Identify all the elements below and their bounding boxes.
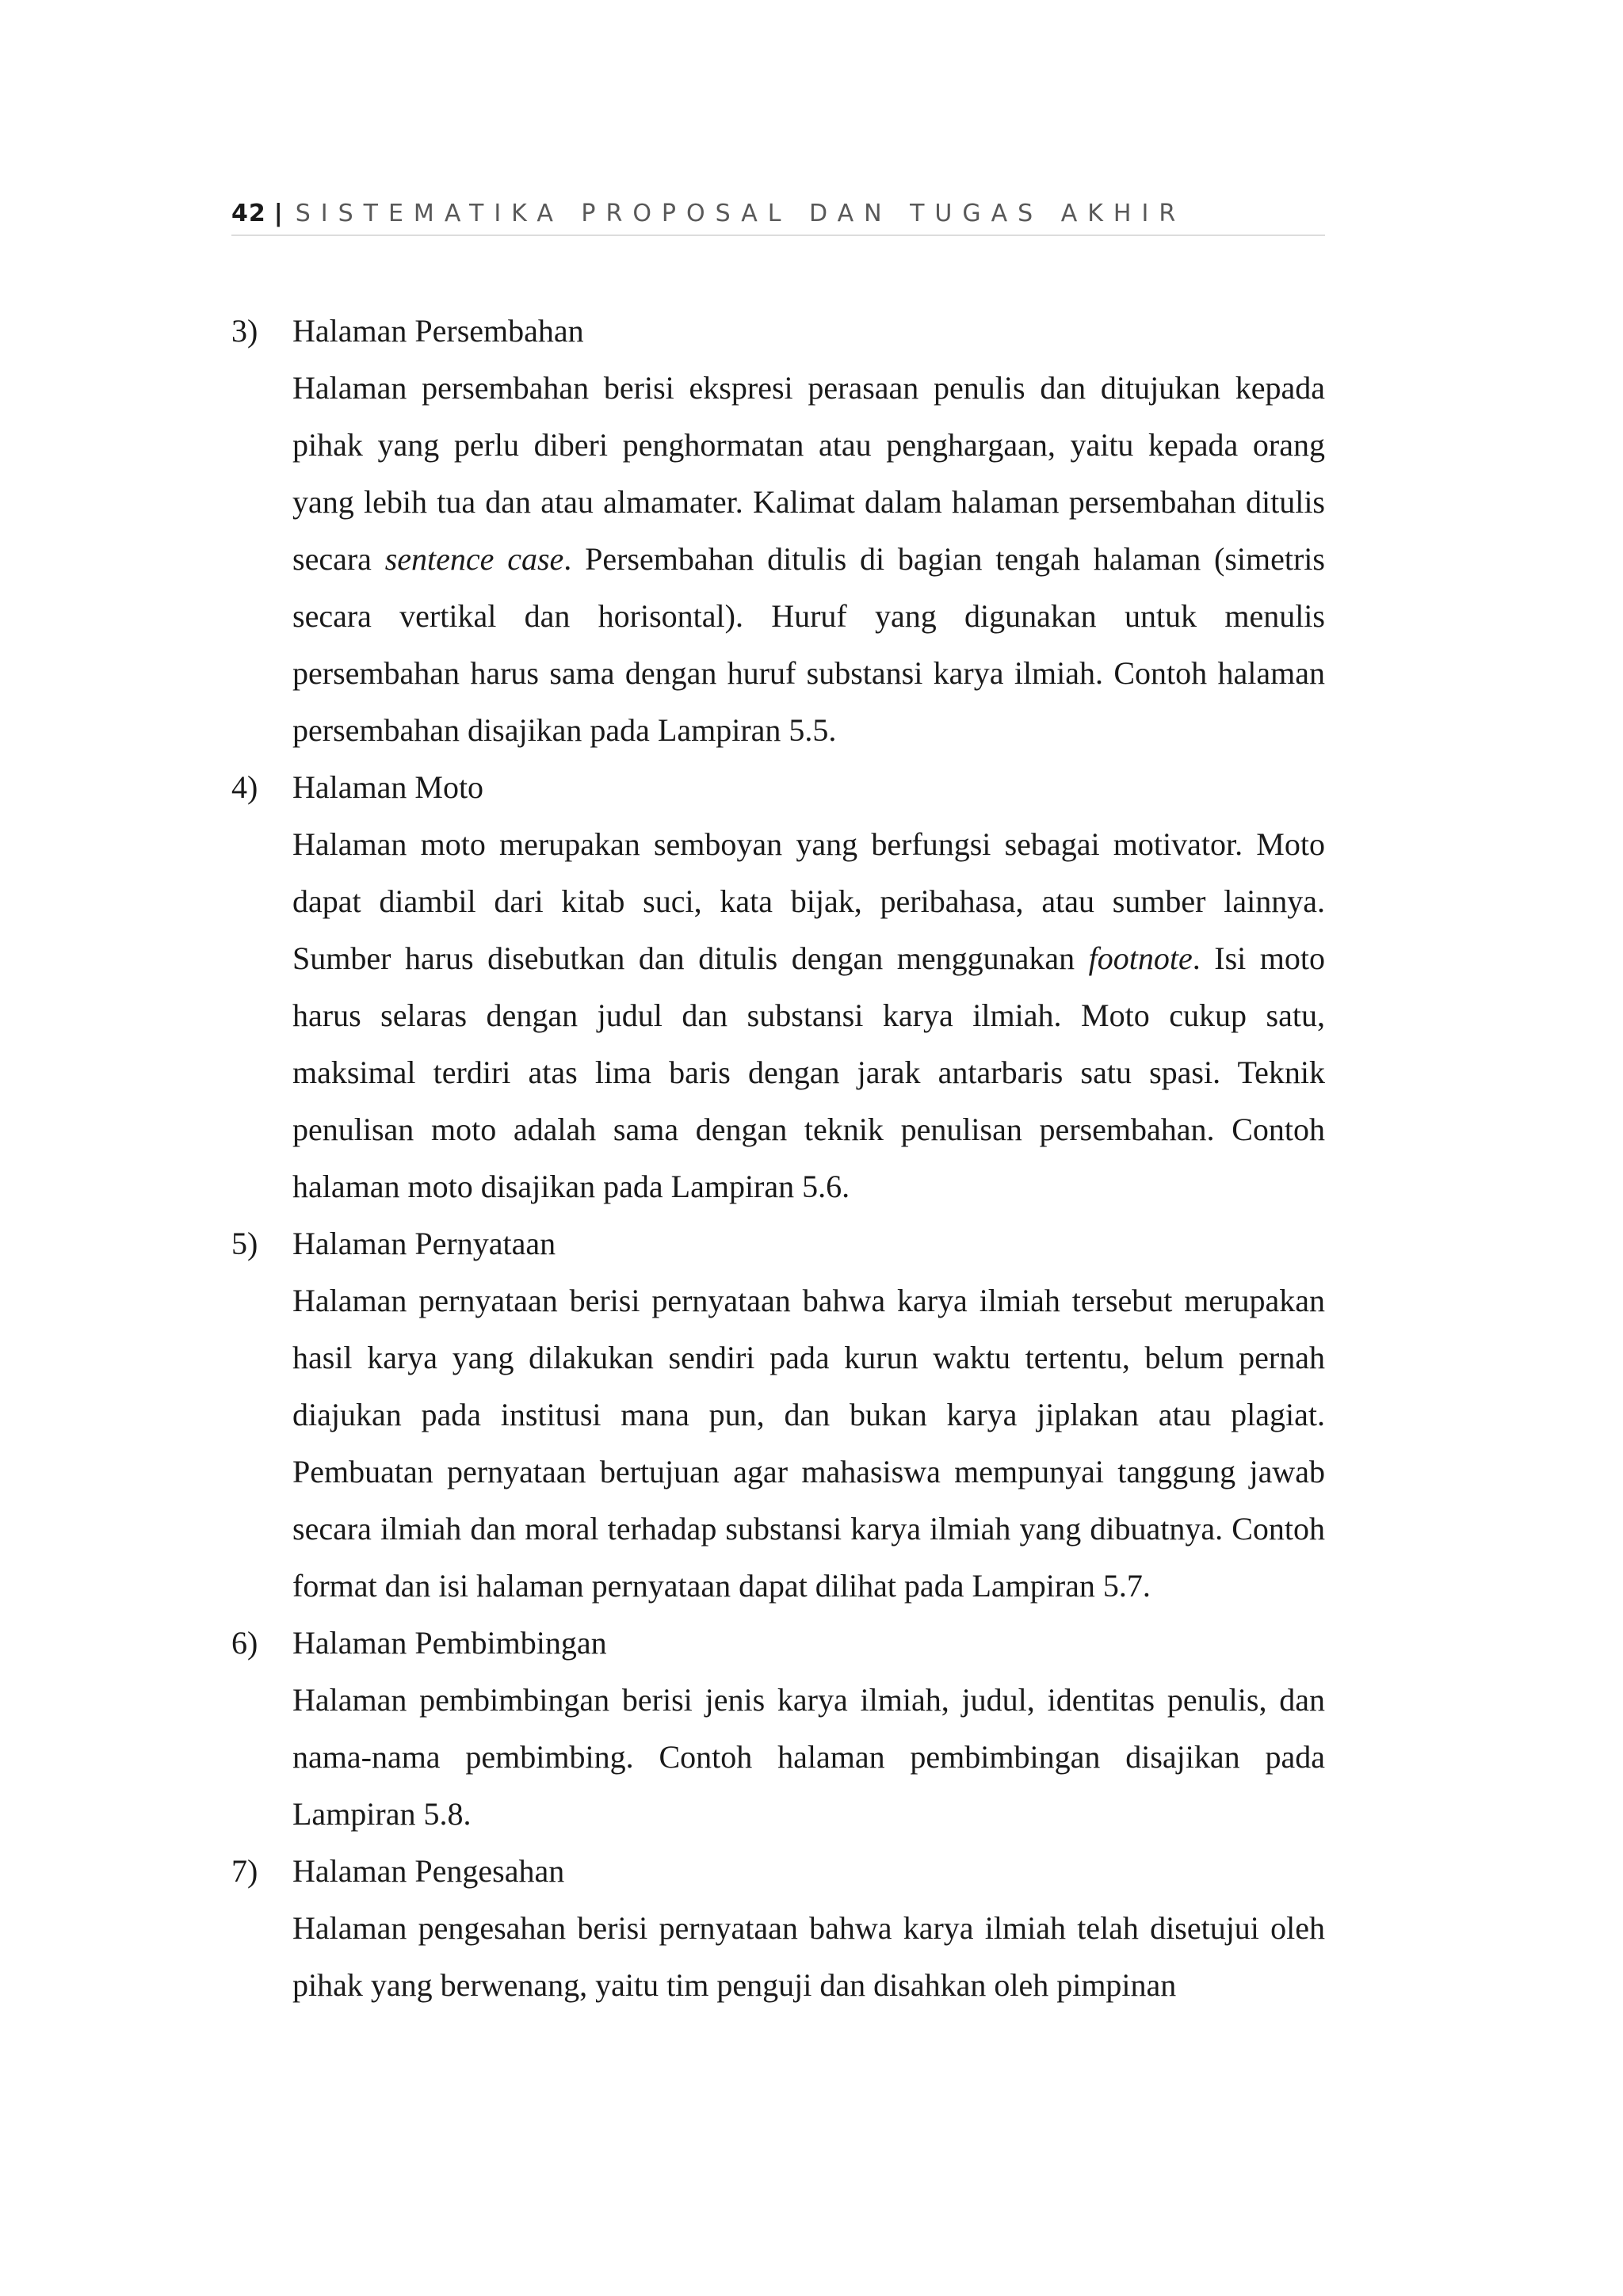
header-separator: | — [273, 200, 283, 227]
running-header — [231, 195, 1325, 233]
paragraph-text: Halaman persembahan berisi ekspresi perasaan penulis dan ditujukan kepada pihak yang perlu diberi penghormatan atau penghargaan, yaitu kepada orang yang lebih tua dan atau almamater. Kalimat dalam halaman persembahan ditulis secara — [292, 370, 1325, 577]
item-number: 3) — [231, 313, 258, 349]
paragraph-text: Halaman moto merupakan semboyan yang berfungsi sebagai motivator. Moto dapat diambil dari kitab suci, kata bijak, peribahasa, atau sumber lainnya. Sumber harus disebutkan dan ditulis dengan menggunakan — [292, 826, 1325, 976]
item-title: Halaman Pengesahan — [292, 1853, 565, 1889]
item-number: 6) — [231, 1625, 258, 1661]
item-paragraph — [292, 360, 1325, 759]
italic-term: footnote — [1088, 940, 1193, 976]
list-item — [231, 759, 1325, 1215]
running-header-title: SISTEMATIKA PROPOSAL DAN TUGAS AKHIR — [295, 200, 1186, 227]
list-item — [231, 303, 1325, 759]
item-number: 4) — [231, 769, 258, 805]
item-paragraph: Halaman pembimbingan berisi jenis karya ilmiah, judul, identitas penulis, dan nama-nama pembimbing. Contoh halaman pembimbingan disajikan pada Lampiran 5.8. — [292, 1682, 1325, 1832]
item-title: Halaman Pembimbingan — [292, 1625, 607, 1661]
item-number: 5) — [231, 1226, 258, 1261]
list-item — [231, 1615, 1325, 1843]
page-number: 42 — [231, 200, 266, 227]
list-item — [231, 1843, 1325, 2014]
item-title: Halaman Persembahan — [292, 313, 584, 349]
item-title: Halaman Pernyataan — [292, 1226, 556, 1261]
item-paragraph — [292, 816, 1325, 1215]
item-number: 7) — [231, 1853, 258, 1889]
italic-term: sentence case — [384, 541, 564, 577]
header-divider — [231, 235, 1325, 236]
item-title: Halaman Moto — [292, 769, 484, 805]
paragraph-text: . Isi moto harus selaras dengan judul dan substansi karya ilmiah. Moto cukup satu, maksimal terdiri atas lima baris dengan jarak antarbaris satu spasi. Teknik penulisan moto adalah sama dengan teknik penulisan persembahan. Contoh halaman moto disajikan pada Lampiran 5.6. — [292, 940, 1325, 1204]
page-content — [231, 303, 1325, 2014]
item-paragraph: Halaman pengesahan berisi pernyataan bahwa karya ilmiah telah disetujui oleh pihak yang berwenang, yaitu tim penguji dan disahkan oleh pimpinan — [292, 1910, 1325, 2003]
paragraph-text: . Persembahan ditulis di bagian tengah halaman (simetris secara vertikal dan horisontal). Huruf yang digunakan untuk menulis persembahan harus sama dengan huruf substansi karya ilmiah. Contoh halaman persembahan disajikan pada Lampiran 5.5. — [292, 541, 1325, 748]
list-item — [231, 1215, 1325, 1615]
item-paragraph: Halaman pernyataan berisi pernyataan bahwa karya ilmiah tersebut merupakan hasil karya yang dilakukan sendiri pada kurun waktu tertentu, belum pernah diajukan pada institusi mana pun, dan bukan karya jiplakan atau plagiat. Pembuatan pernyataan bertujuan agar mahasiswa mempunyai tanggung jawab secara ilmiah dan moral terhadap substansi karya ilmiah yang dibuatnya. Contoh format dan isi halaman pernyataan dapat dilihat pada Lampiran 5.7. — [292, 1283, 1325, 1604]
